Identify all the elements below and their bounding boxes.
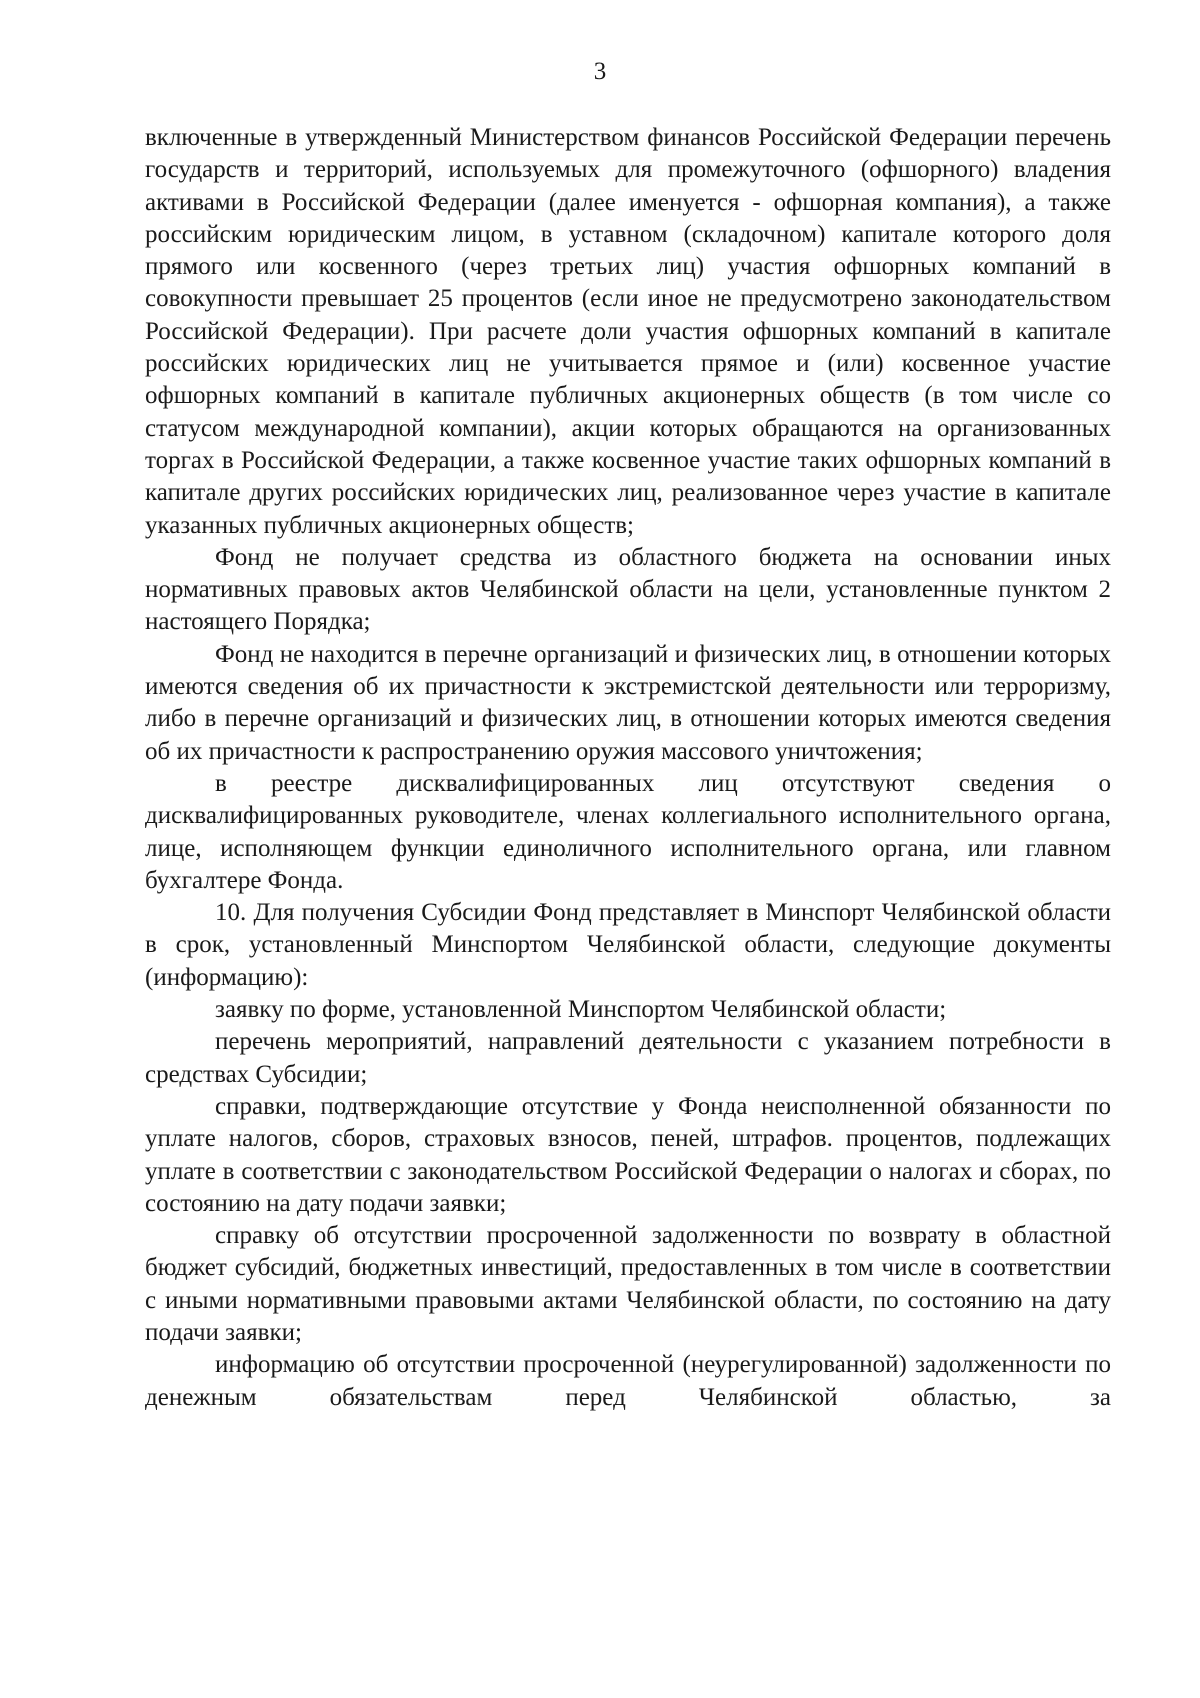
paragraph-item-10-documents: 10. Для получения Субсидии Фонд представляет в Минспорт Челябинской области в срок, установленный Минспортом Челябинской области, следующие документы (информацию): [145, 899, 1111, 991]
document-body [145, 122, 1111, 1414]
paragraph-disqualified-registry: в реестре дисквалифицированных лиц отсутствуют сведения о дисквалифицированных руководителе, членах коллегиального исполнительного органа, лице, исполняющем функции единоличного исполнительного органа, или главном бухгалтере Фонда. [145, 769, 1111, 894]
paragraph-events-list: перечень мероприятий, направлений деятельности с указанием потребности в средствах Субсидии; [145, 1028, 1111, 1088]
paragraph-no-other-budget-funds: Фонд не получает средства из областного бюджета на основании иных нормативных правовых актов Челябинской области на цели, установленные пунктом 2 настоящего Порядка; [145, 543, 1111, 636]
paragraph-not-in-extremism-list: Фонд не находится в перечне организаций и физических лиц, в отношении которых имеются сведения об их причастности к экстремистской деятельности или терроризму, либо в перечне организаций и физических лиц, в отношении которых имеются сведения об их причастности к распространению оружия массового уничтожения; [145, 640, 1111, 765]
paragraph-no-overdue-debt: справку об отсутствии просроченной задолженности по возврату в областной бюджет субсидий, бюджетных инвестиций, предоставленных в том числе в соответствии с иными нормативными правовыми актами Челябинской области, по состоянию на дату подачи заявки; [145, 1222, 1111, 1346]
page-number: 3 [593, 58, 607, 85]
paragraph-no-monetary-obligations: информацию об отсутствии просроченной (неурегулированной) задолженности по денежным обязательствам перед Челябинской областью, за [145, 1351, 1111, 1411]
paragraph-offshore-companies: включенные в утвержденный Министерством финансов Российской Федерации перечень государств и территорий, используемых для промежуточного (офшорного) владения активами в Российской Федерации (далее именуется - офшорная компания), а также российским юридическим лицом, в уставном (складочном) капитале которого доля прямого или косвенного (через третьих лиц) участия офшорных компаний в совокупности превышает 25 процентов (если иное не предусмотрено законодательством Российской Федерации). При расчете доли участия офшорных компаний в капитале российских юридических лиц не учитывается прямое и (или) косвенное участие офшорных компаний в капитале публичных акционерных обществ (в том числе со статусом международной компании), акции которых обращаются на организованных торгах в Российской Федерации, а также косвенное участие таких офшорных компаний в капитале других российских юридических лиц, реализованное через участие в капитале указанных публичных акционерных обществ; [145, 124, 1111, 539]
paragraph-application-form: заявку по форме, установленной Минспортом Челябинской области; [215, 996, 947, 1024]
paragraph-tax-certificates: справки, подтверждающие отсутствие у Фонда неисполненной обязанности по уплате налогов, сборов, страховых взносов, пеней, штрафов. процентов, подлежащих уплате в соответствии с законодательством Российской Федерации о налогах и сборах, по состоянию на дату подачи заявки; [145, 1092, 1111, 1217]
